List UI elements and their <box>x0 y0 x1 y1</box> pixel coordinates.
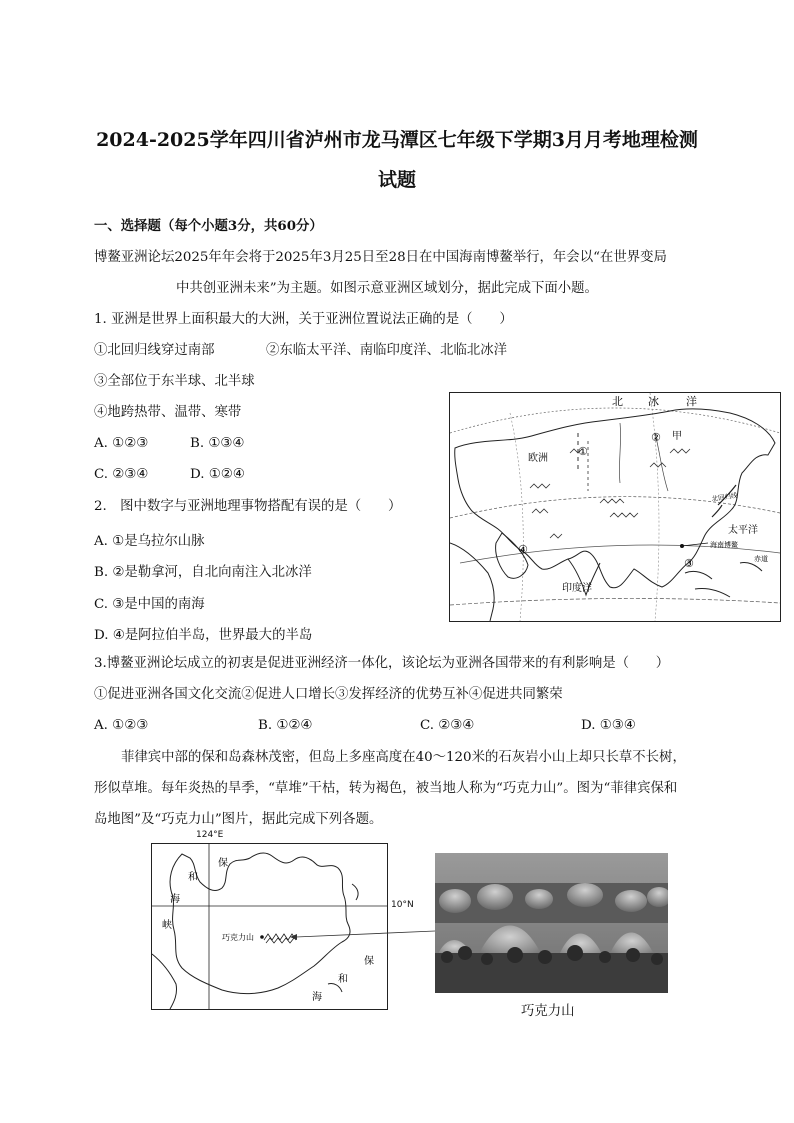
q2-option-a[interactable]: A. ①是乌拉尔山脉 <box>94 534 205 549</box>
asia-region-map <box>449 392 781 622</box>
bohol-strait-2: 峡 <box>162 920 172 931</box>
bohol-chocolate-label: 巧克力山 <box>222 933 254 942</box>
document-title-line1: 2024-2025学年四川省泸州市龙马潭区七年级下学期3月月考地理检测 <box>96 129 698 151</box>
map-label-equator: 赤道 <box>754 555 768 563</box>
bohol-sea-bottom-3: 海 <box>312 992 322 1003</box>
q1-option-b[interactable]: B. ①③④ <box>190 436 245 451</box>
q1-statement-1: ①北回归线穿过南部 <box>94 343 215 358</box>
intro-line2: 中共创亚洲未来”为主题。如图示意亚洲区域划分，据此完成下面小题。 <box>176 281 598 296</box>
q3-option-d[interactable]: D. ①③④ <box>581 718 636 733</box>
asia-map-drawing <box>450 393 780 621</box>
map-label-europe: 欧洲 <box>528 453 548 464</box>
passage2-line1: 菲律宾中部的保和岛森林茂密，但岛上多座高度在40～120米的石灰岩小山上却只长草不长树， <box>121 750 686 765</box>
bohol-latitude-label: 10°N <box>391 900 414 910</box>
bohol-strait-1: 海 <box>170 894 180 905</box>
bohol-longitude-label: 124°E <box>196 830 224 840</box>
q1-statement-2: ②东临太平洋、南临印度洋、北临北冰洋 <box>266 343 508 358</box>
map-label-boao: 海南博鳌 <box>710 541 738 549</box>
bohol-sea-bottom-2: 和 <box>338 974 348 985</box>
map-label-north: 北 <box>612 395 623 408</box>
q2-option-d[interactable]: D. ④是阿拉伯半岛，世界最大的半岛 <box>94 628 313 643</box>
photo-caption: 巧克力山 <box>521 1004 575 1019</box>
q3-stem: 3.博鳌亚洲论坛成立的初衷是促进亚洲经济一体化，该论坛为亚洲各国带来的有利影响是（ ） <box>94 656 670 671</box>
map-label-jia: 甲 <box>672 431 682 442</box>
bohol-sea-bottom-1: 保 <box>364 956 374 967</box>
map-label-indian: 印度洋 <box>562 583 592 594</box>
map-label-ice: 冰 <box>648 395 659 408</box>
q3-option-b[interactable]: B. ①②④ <box>258 718 313 733</box>
chocolate-hills-photo <box>435 853 668 993</box>
q1-statement-4: ④地跨热带、温带、寒带 <box>94 405 242 420</box>
q1-option-d[interactable]: D. ①②④ <box>190 467 245 482</box>
section-heading: 一、选择题（每个小题3分，共60分） <box>94 218 323 234</box>
bohol-sea-top-2: 和 <box>188 872 198 883</box>
q3-option-c[interactable]: C. ②③④ <box>420 718 475 733</box>
map-label-pacific: 太平洋 <box>728 525 758 536</box>
map-label-ocean: 洋 <box>686 395 697 408</box>
q3-option-a[interactable]: A. ①②③ <box>94 718 149 733</box>
map-number-2: ② <box>651 431 661 444</box>
q2-option-b[interactable]: B. ②是勒拿河，自北向南注入北冰洋 <box>94 565 312 580</box>
intro-line1: 博鳌亚洲论坛2025年年会将于2025年3月25日至28日在中国海南博鳌举行，年会以“在世界变局 <box>94 250 667 265</box>
map-number-3: ③ <box>684 557 694 570</box>
passage2-line2: 形似草堆。每年炎热的旱季，“草堆”干枯，转为褐色，被当地人称为“巧克力山”。图为“菲律宾保和 <box>94 781 678 796</box>
q1-stem: 1. 亚洲是世界上面积最大的大洲，关于亚洲位置说法正确的是（ ） <box>94 312 513 327</box>
map-label-tropic: 北回归线 <box>711 491 739 503</box>
passage2-line3: 岛地图”及“巧克力山”图片，据此完成下列各题。 <box>94 812 383 827</box>
q1-option-c[interactable]: C. ②③④ <box>94 467 149 482</box>
q2-option-c[interactable]: C. ③是中国的南海 <box>94 597 205 612</box>
document-title-line2: 试题 <box>377 169 416 191</box>
bohol-sea-top-1: 保 <box>218 858 228 869</box>
pointer-arrow <box>290 925 440 945</box>
map-number-1: ① <box>578 445 588 458</box>
q1-option-a[interactable]: A. ①②③ <box>94 436 149 451</box>
q2-stem: 2. 图中数字与亚洲地理事物搭配有误的是（ ） <box>94 499 402 514</box>
q3-statements: ①促进亚洲各国文化交流②促进人口增长③发挥经济的优势互补④促进共同繁荣 <box>94 687 563 702</box>
q1-statement-3: ③全部位于东半球、北半球 <box>94 374 255 389</box>
map-number-4: ④ <box>518 543 528 556</box>
